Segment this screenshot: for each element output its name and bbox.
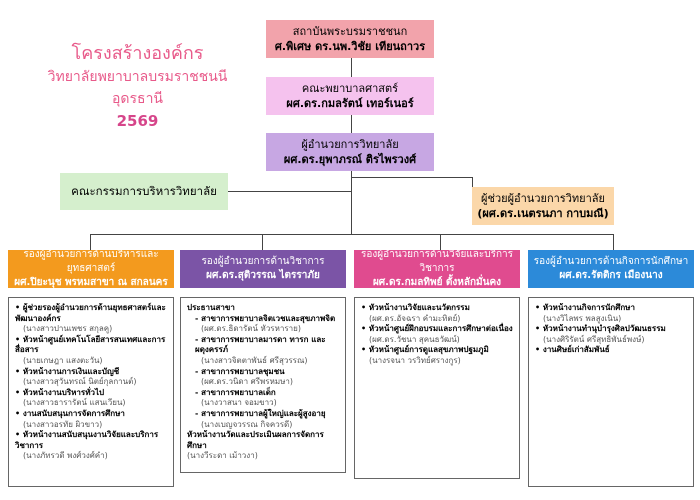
connector-assistant-drop [472, 177, 473, 187]
node-director [266, 133, 434, 171]
college-name: วิทยาลัยพยาบาลบรมราชชนนี อุดรธานี [47, 69, 228, 107]
list-item-person: (นางสาวปานเพชร สกุลคู) [23, 324, 113, 334]
list-item: - สาขาการพยาบาลเด็ก [187, 388, 339, 399]
list-item: • หัวหน้างานกิจการนักศึกษา [535, 303, 687, 314]
dept-list-research [354, 297, 520, 479]
list-item: - สาขาการพยาบาลชุมชน [187, 367, 339, 378]
node-committee [60, 173, 228, 210]
list-item-person: (นางเบญจวรรณ กิจควรดี) [201, 419, 293, 429]
list-item-person: (นางวาสนา จอมขาว) [201, 398, 277, 408]
dept-head-admin [8, 250, 174, 288]
dept-head-role: รองผู้อำนวยการด้านวิชาการ [201, 256, 325, 267]
node-assistant-name: (ผศ.ดร.เนตรนภา กาบมณี) [477, 207, 609, 220]
connector-assistant [352, 177, 472, 178]
dept-list-academic [180, 297, 346, 473]
list-item: • หัวหน้าศูนย์เทคโนโลยีสารสนเทศและการสื่อสาร [15, 335, 167, 356]
year-label: 2569 [116, 112, 159, 130]
node-committee-label: คณะกรรมการบริหารวิทยาลัย [71, 184, 217, 198]
dept-head-academic [180, 250, 346, 288]
connector-committee [228, 191, 352, 192]
node-director-role: ผู้อำนวยการวิทยาลัย [301, 138, 399, 151]
dept-head-role: รองผู้อำนวยการด้านวิจัยและบริการวิชาการ [360, 249, 514, 274]
list-item-person: (นางศิริรัตน์ ศรีสุทธิพันธ์พงษ์) [543, 334, 645, 344]
list-item-person: (นางสาวอรทัย ผิวขาว) [23, 419, 103, 429]
dept-list-student-affairs [528, 297, 694, 487]
list-item: • งานสนับสนุนการจัดการศึกษา [15, 409, 167, 420]
node-faculty-role: คณะพยาบาลศาสตร์ [301, 82, 399, 95]
list-item-person: (นายเกษฎา แสงตะวัน) [23, 355, 103, 365]
node-faculty-name: ผศ.ดร.กมลรัตน์ เทอร์เนอร์ [286, 97, 414, 110]
list-item-person: (นางวิไลพร พลสูงเนิน) [543, 313, 622, 323]
node-institute-name: ศ.พิเศษ ดร.นพ.วิชัย เทียนถาวร [274, 40, 426, 53]
list-item: ประธานสาขา [187, 303, 235, 312]
dept-head-student-affairs [528, 250, 694, 288]
list-item: - สาขาการพยาบาลจิตเวชและสุขภาพจิต [187, 314, 339, 325]
list-item: • หัวหน้างานบริหารทั่วไป [15, 388, 167, 399]
list-item: - สาขาการพยาบาลมารดา ทารก และผดุงครรภ์ [187, 335, 339, 356]
dept-head-name: ผศ.ดร.รัตติกร เมืองนาง [559, 270, 663, 281]
list-item-person: (นางภัทรวดี พงศ์วงศ์คำ) [23, 451, 108, 461]
list-item-person: (ผศ.ดร.ธิดารัตน์ หัวรหาราย) [201, 324, 301, 334]
list-item: - สาขาการพยาบาลผู้ใหญ่และผู้สูงอายุ [187, 409, 339, 420]
list-item-person: (นางรจนา วรวิทย์ศรางกูร) [369, 355, 461, 365]
dept-head-name: ผศ.ปิยะนุช พรหมสาขา ณ สกลนคร [14, 277, 168, 288]
list-item-person: (นางสาวสุวันทรณ์ นิตย์กุลกานต์) [23, 377, 137, 387]
dept-head-name: ผศ.ดร.กมลทิพย์ ตั้งหลักมั่นคง [372, 277, 502, 288]
list-item: หัวหน้างานวัดและประเมินผลการจัดการศึกษา [187, 430, 324, 450]
connector-dept-2 [262, 234, 263, 250]
list-item: • หัวหน้าศูนย์การดูแลสุขภาพปฐมภูมิ [361, 345, 513, 356]
node-institute [266, 20, 434, 58]
list-item-person: (ผศ.ดร.อัจฉรา คำมะทิตย์) [369, 313, 461, 323]
dept-head-role: รองผู้อำนวยการด้านบริหารและยุทธศาสตร์ [23, 249, 159, 274]
connector-horizontal-depts [90, 234, 613, 235]
dept-head-research [354, 250, 520, 288]
list-item-person: (ผศ.ดร.วัชนา สุคนธวัฒน์) [369, 334, 460, 344]
org-title: โครงสร้างองค์กร [71, 43, 204, 64]
list-item: • หัวหน้างานสนับสนุนงานวิจัยและบริการวิชาการ [15, 430, 167, 451]
node-assistant-role: ผู้ช่วยผู้อำนวยการวิทยาลัย [481, 192, 605, 205]
list-item: • ผู้ช่วยรองผู้อำนวยการด้านยุทธศาสตร์และพัฒนาองค์กร [15, 303, 167, 324]
node-institute-role: สถาบันพระบรมราชชนก [292, 25, 408, 38]
list-item: • หัวหน้าศูนย์ฝึกอบรมและการศึกษาต่อเนื่อง [361, 324, 513, 335]
list-item-person: (นางสาวจิตตาพันธ์ ศรีสุวรรณ) [201, 355, 308, 365]
list-item: • หัวหน้างานการเงินและบัญชี [15, 367, 167, 378]
dept-list-admin [8, 297, 174, 487]
list-item: • งานศิษย์เก่าสัมพันธ์ [535, 345, 687, 356]
list-item-person: (ผศ.ดร.วนิดา ศรีพรหมษา) [201, 377, 294, 387]
node-director-name: ผศ.ดร.ยุพาภรณ์ ติรไพรวงศ์ [283, 153, 417, 166]
dept-head-name: ผศ.ดร.สุติวรรณ ไตรราภัย [206, 270, 320, 281]
list-item-person: (นางสาวธารารัตน์ แสนเวียน) [23, 398, 126, 408]
org-title-block [20, 42, 255, 132]
connector-dept-4 [613, 234, 614, 250]
list-item: • หัวหน้างานทำนุบำรุงศิลปวัฒนธรรม [535, 324, 687, 335]
list-item-person: (นางวีระดา เม้าวงา) [187, 451, 258, 461]
node-faculty [266, 77, 434, 115]
dept-head-role: รองผู้อำนวยการด้านกิจการนักศึกษา [533, 256, 689, 267]
list-item: • หัวหน้างานวิจัยและนวัตกรรม [361, 303, 513, 314]
node-assistant [472, 187, 614, 225]
